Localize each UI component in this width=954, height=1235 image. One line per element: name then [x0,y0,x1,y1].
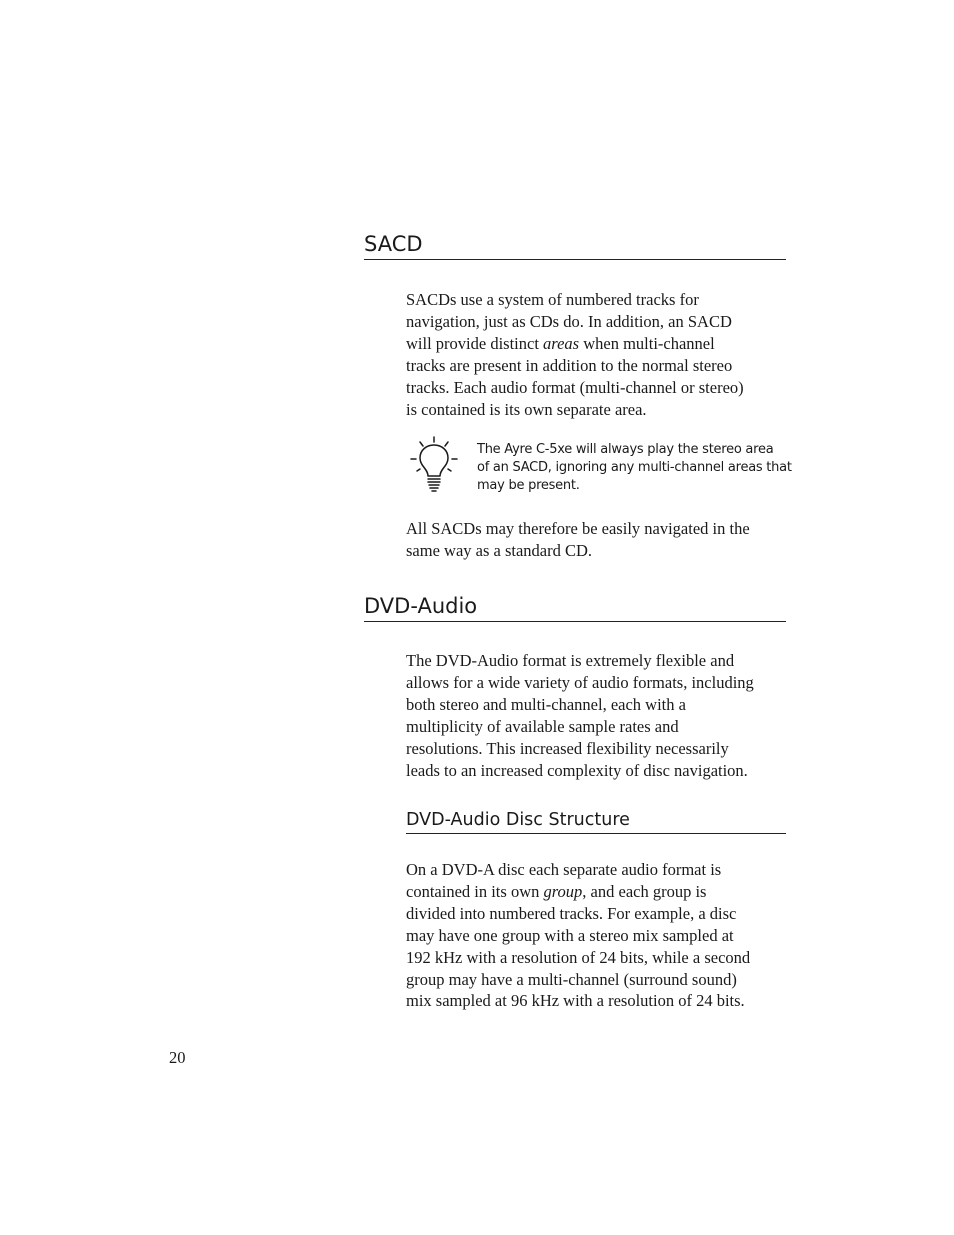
text-line: 192 kHz with a resolution of 24 bits, while a second [406,947,751,967]
text-line [406,881,788,903]
subsection-heading-disc-structure: DVD-Audio Disc Structure [406,808,786,834]
text-line: navigation, just as CDs do. In addition, an SACD [406,311,732,331]
text-line: allows for a wide variety of audio formats, including [406,672,754,692]
text-line: mix sampled at 96 kHz with a resolution of 24 bits. [406,991,745,1011]
section-heading-sacd: SACD [364,231,786,260]
sacd-intro-paragraph [406,289,788,420]
text-line: divided into numbered tracks. For example, a disc [406,903,737,923]
text-line: On a DVD-A disc each separate audio format is [406,860,722,879]
text-line: group may have a multi-channel (surround sound) [406,969,737,989]
text-line [406,333,788,355]
emphasis-areas: areas [543,333,580,353]
text-fragment: will provide distinct [406,333,544,353]
text-line: same way as a standard CD. [406,540,593,560]
text-fragment: , and each group is [582,881,707,901]
lightbulb-icon [408,436,460,494]
text-line: SACDs use a system of numbered tracks for [406,290,699,309]
text-fragment: contained in its own [406,881,544,901]
text-line: of an SACD, ignoring any multi-channel areas that [477,460,792,476]
text-line: may have one group with a stereo mix sampled at [406,925,734,945]
text-line: is contained is its own separate area. [406,399,647,419]
text-line: The DVD-Audio format is extremely flexible and [406,651,735,670]
text-line: multiplicity of available sample rates and [406,716,679,736]
text-line: The Ayre C-5xe will always play the stereo area [477,442,774,457]
text-line: resolutions. This increased flexibility necessarily [406,738,729,758]
text-line: leads to an increased complexity of disc navigation. [406,760,748,780]
text-fragment: when multi-channel [579,333,715,353]
disc-structure-paragraph [406,859,788,1012]
sacd-navigation-paragraph [406,518,788,562]
text-line: may be present. [477,478,580,494]
text-line: tracks. Each audio format (multi-channel or stereo) [406,377,744,397]
text-line: All SACDs may therefore be easily navigated in the [406,519,750,538]
text-line: tracks are present in addition to the normal stereo [406,355,733,375]
tip-note [477,441,797,496]
dvd-audio-intro-paragraph [406,650,788,781]
page-number: 20 [169,1048,186,1067]
emphasis-group: group [543,881,583,901]
text-line: both stereo and multi-channel, each with a [406,694,686,714]
section-heading-dvd-audio: DVD-Audio [364,593,786,622]
